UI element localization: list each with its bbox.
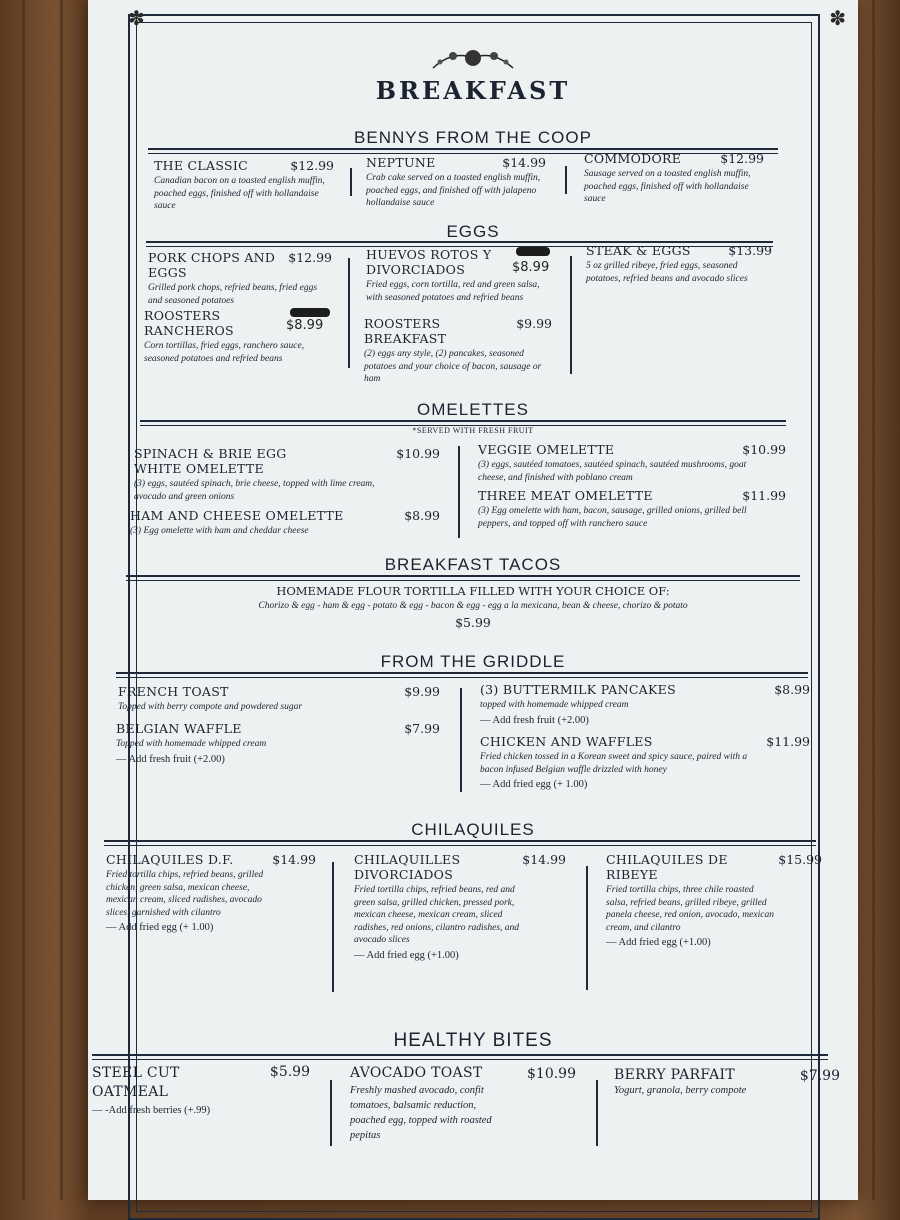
handwritten-price: $8.99 [512,260,550,275]
list-item: HAM AND CHEESE OMELETTE $8.99 (3) Egg omelette with ham and cheddar cheese [130,508,440,536]
crossed-out-price [516,247,550,256]
section-title-healthy: HEALTHY BITES [393,1030,553,1051]
section-title-bennys: BENNYS FROM THE COOP [354,128,592,147]
menu-sheet [88,0,858,1200]
list-item: CHILAQUILES D.F. $14.99 Fried tortilla chips, refried beans, grilled chicken, green salsa, mexican cheese, mexican cream, sliced radishes, avocado slices, garnished with cilantro — Add fried egg (+ 1.00) [106,852,316,933]
list-item: PORK CHOPS AND EGGS $12.99 Grilled pork chops, refried beans, fried eggs and seasoned potatoes [148,250,332,306]
list-item: CHILAQUILLES DIVORCIADOS $14.99 Fried tortilla chips, refried beans, red and green salsa, grilled chicken, pressed pork, mexican cheese, mexican cream, sliced radishes, red onions, cilantro radishes, and avocado slices — Add fried egg (+1.00) [354,852,566,961]
list-item: FRENCH TOAST $9.99 Topped with berry compote and powdered sugar [118,684,440,712]
section-title-eggs: EGGS [446,222,500,241]
list-item: CHICKEN AND WAFFLES $11.99 Fried chicken tossed in a Korean sweet and spicy sauce, paired with a bacon infused Belgian waffle drizzled with honey — Add fried egg (+ 1.00) [480,734,810,790]
section-title-griddle: FROM THE GRIDDLE [380,652,566,671]
list-item: SPINACH & BRIE EGG WHITE OMELETTE $10.99 (3) eggs, sautéed spinach, brie cheese, topped with lime cream, avocado and green onions [134,446,440,502]
flourish-icon: ✽ [128,8,145,30]
section-title-omelettes: OMELETTES [417,400,529,419]
list-item: BERRY PARFAIT $7.99 Yogurt, granola, berry compote [614,1067,840,1096]
list-item: HUEVOS ROTOS Y DIVORCIADOS Fried eggs, corn tortilla, red and green salsa, with seasoned potatoes and refried beans [366,247,540,303]
flourish-icon: ✽ [829,8,846,30]
list-item: THREE MEAT OMELETTE $11.99 (3) Egg omelette with ham, bacon, sausage, grilled onions, grilled bell peppers, and topped off with ranchero sauce [478,488,786,529]
list-item: BELGIAN WAFFLE $7.99 Topped with homemade whipped cream — Add fresh fruit (+2.00) [116,721,440,765]
list-item: COMMODORE $12.99 Sausage served on a toasted english muffin, poached eggs, finished off with hollandaise sauce [584,151,764,204]
served-with-note: *SERVED WITH FRESH FRUIT [412,426,534,435]
section-title-chilaquiles: CHILAQUILES [411,820,535,839]
list-item: VEGGIE OMELETTE $10.99 (3) eggs, sautéed tomatoes, sautéed spinach, sautéed mushrooms, goat cheese, and finished with poblano cream [478,442,786,483]
handwritten-price: $8.99 [286,318,324,333]
tacos-subtitle: HOMEMADE FLOUR TORTILLA FILLED WITH YOUR CHOICE OF: [276,584,670,598]
tacos-price: $5.99 [455,615,491,630]
rooster-floral-logo-icon [428,40,518,76]
list-item: THE CLASSIC $12.99 Canadian bacon on a toasted english muffin, poached eggs, finished off with hollandaise sauce [154,158,334,211]
list-item: STEAK & EGGS $13.99 5 oz grilled ribeye, fried eggs, seasoned potatoes, refried beans and avocado slices [586,243,772,284]
list-item: ROOSTERS BREAKFAST $9.99 (2) eggs any style, (2) pancakes, seasoned potatoes and your choice of bacon, sausage or ham [364,316,552,384]
list-item: CHILAQUILES DE RIBEYE $15.99 Fried tortilla chips, three chile roasted salsa, refried beans, grilled ribeye, grilled panela cheese, red onion, avocado, mexican cream, and cilantro — Add fried egg (+1.00) [606,852,822,948]
list-item: NEPTUNE $14.99 Crab cake served on a toasted english muffin, poached eggs, and finished off with jalapeno hollandaise sauce [366,155,546,208]
list-item: STEEL CUT OATMEAL $5.99 — -Add fresh berries (+.99) [92,1064,310,1116]
tacos-options: Chorizo & egg - ham & egg - potato & egg - bacon & egg - egg a la mexicana, bean & cheese, chorizo & potato [258,601,688,611]
list-item: AVOCADO TOAST $10.99 Freshly mashed avocado, confit tomatoes, balsamic reduction, poached egg, topped with roasted pepitas [350,1065,576,1141]
section-title-tacos: BREAKFAST TACOS [384,555,562,574]
list-item: ROOSTERS RANCHEROS Corn tortillas, fried eggs, ranchero sauce, seasoned potatoes and refried beans [144,308,305,364]
crossed-out-price [290,308,330,317]
menu-title: BREAKFAST [375,76,571,105]
list-item: (3) BUTTERMILK PANCAKES $8.99 topped with homemade whipped cream — Add fresh fruit (+2.00) [480,682,810,726]
